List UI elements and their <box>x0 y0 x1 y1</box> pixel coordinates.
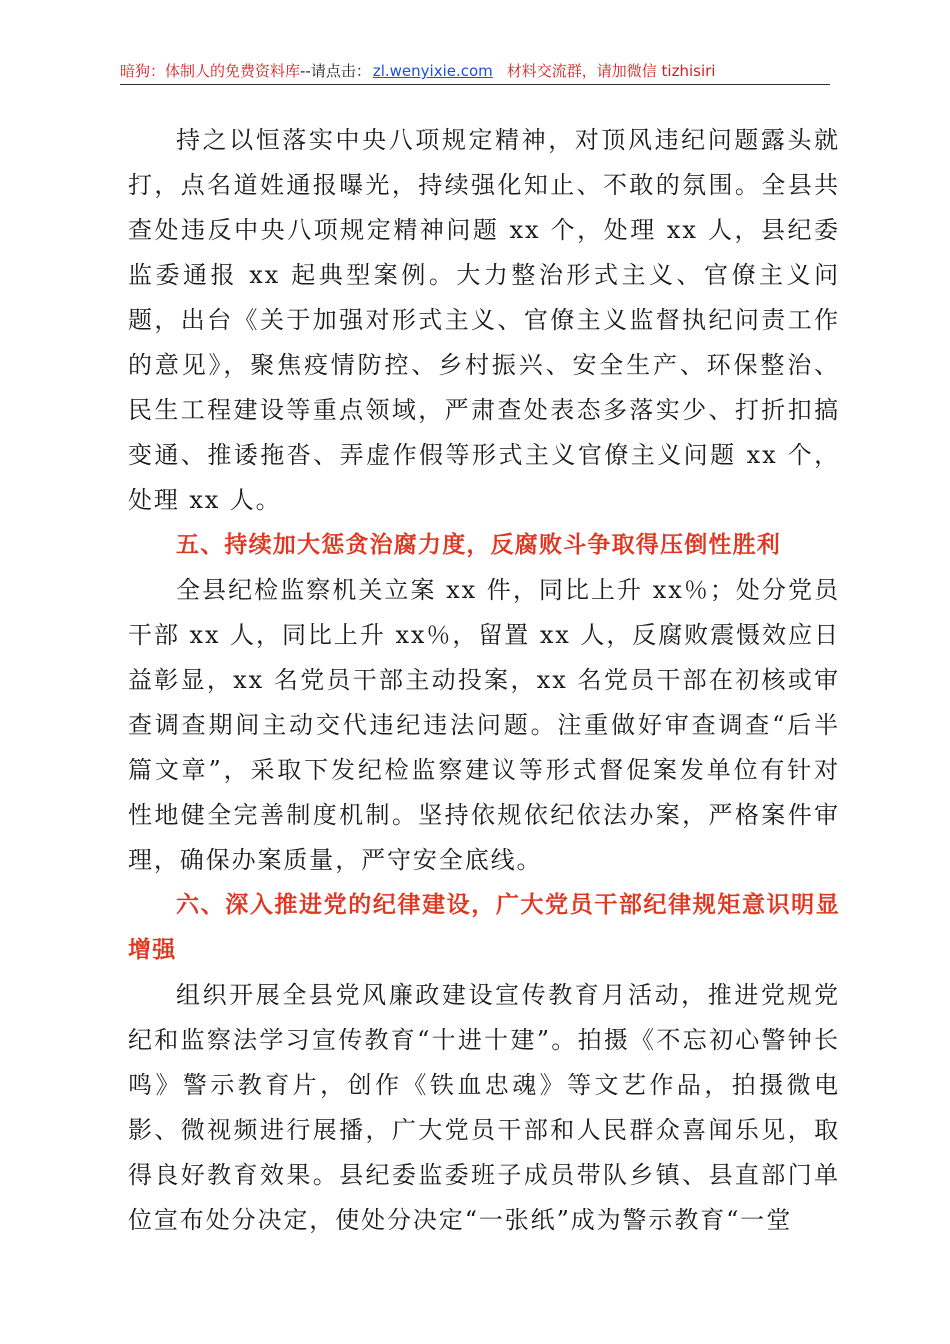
header-separator: --请点击： <box>300 62 371 80</box>
header-divider <box>120 84 830 85</box>
document-body <box>128 118 840 1243</box>
section-heading-5: 五、持续加大惩贪治腐力度，反腐败斗争取得压倒性胜利 <box>176 532 781 558</box>
header-link[interactable]: zl.wenyixie.com <box>372 62 493 80</box>
body-paragraph-1: 持之以恒落实中央八项规定精神，对顶风违纪问题露头就打，点名道姓通报曝光，持续强化知止、不敢的氛围。全县共查处违反中央八项规定精神问题 xx 个，处理 xx 人，县纪委监委通报 xx 起典型案例。大力整治形式主义、官僚主义问题，出台《关于加强对形式主义、官僚主义监督执纪问责工作的意见》，聚焦疫情防控、乡村振兴、安全生产、环保整治、民生工程建设等重点领域，严肃查处表态多落实少、打折扣搞变通、推诿拖沓、弄虚作假等形式主义官僚主义问题 xx 个，处理 xx 人。 <box>128 126 840 514</box>
header-contact-text: 材料交流群，请加微信 tizhisiri <box>506 62 716 80</box>
header-promo-text: 暗狗：体制人的免费资料库 <box>120 62 301 80</box>
section-heading-6: 六、深入推进党的纪律建设，广大党员干部纪律规矩意识明显增强 <box>128 892 840 963</box>
body-paragraph-2: 全县纪检监察机关立案 xx 件，同比上升 xx％；处分党员干部 xx 人，同比上升 xx％，留置 xx 人，反腐败震慑效应日益彰显，xx 名党员干部主动投案，xx 名党员干部在初核或审查调查期间主动交代违纪违法问题。注重做好审查调查“后半篇文章”，采取下发纪检监察建议等形式督促案发单位有针对性地健全完善制度机制。坚持依规依纪依法办案，严格案件审理，确保办案质量，严守安全底线。 <box>128 576 840 874</box>
body-paragraph-3: 组织开展全县党风廉政建设宣传教育月活动，推进党规党纪和监察法学习宣传教育“十进十建”。拍摄《不忘初心警钟长鸣》警示教育片，创作《铁血忠魂》等文艺作品，拍摄微电影、微视频进行展播，广大党员干部和人民群众喜闻乐见，取得良好教育效果。县纪委监委班子成员带队乡镇、县直部门单位宣布处分决定，使处分决定“一张纸”成为警示教育“一堂 <box>128 981 840 1234</box>
page-header <box>120 60 830 82</box>
